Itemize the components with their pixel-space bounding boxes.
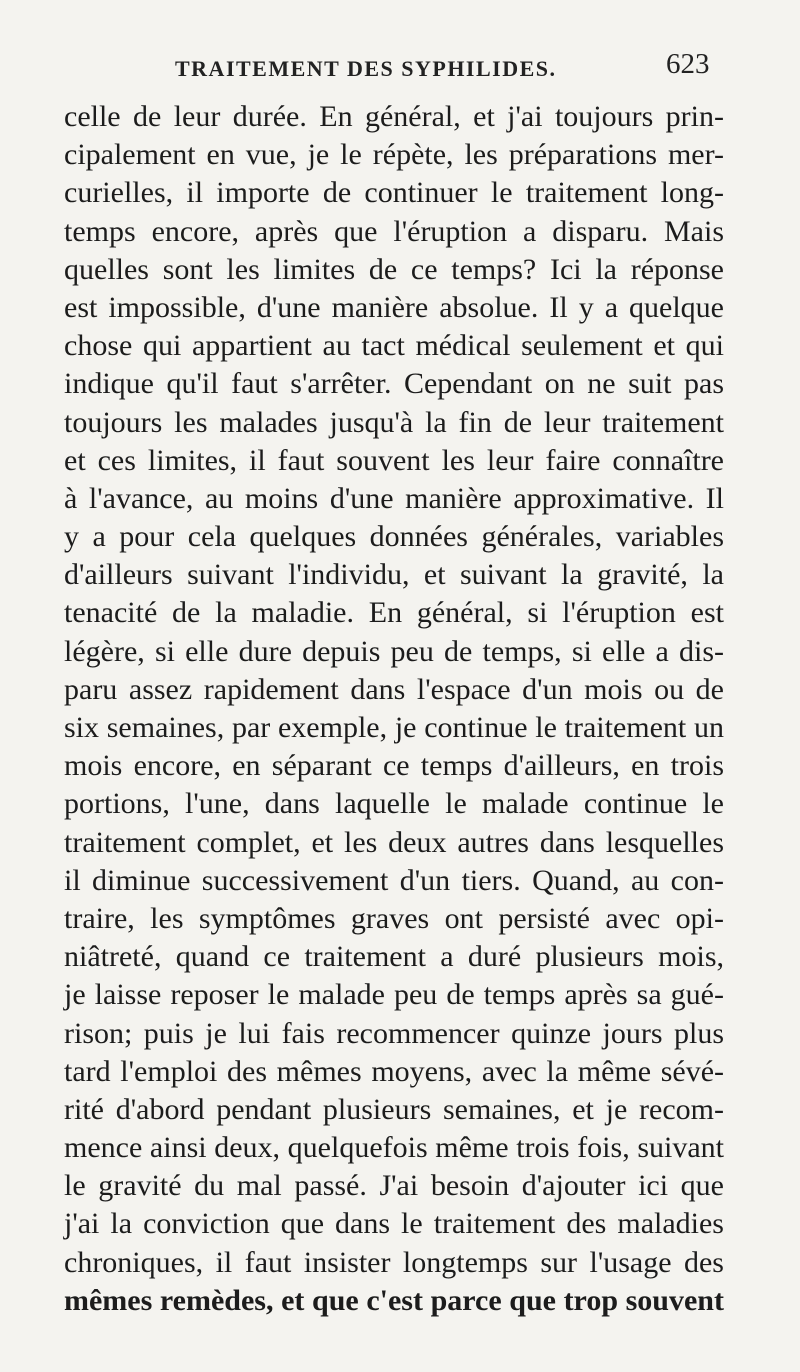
text-line: chose qui appartient au tact médical seulement et qui xyxy=(64,329,724,363)
text-line: mois encore, en séparant ce temps d'ailleurs, en trois xyxy=(64,749,724,783)
text-line: toujours les malades jusqu'à la fin de leur traitement xyxy=(64,405,724,439)
text-line: il diminue successivement d'un tiers. Quand, au con- xyxy=(64,863,724,897)
text-line: indique qu'il faut s'arrêter. Cependant on ne suit pas xyxy=(64,367,724,401)
text-line: niâtreté, quand ce traitement a duré plusieurs mois, xyxy=(64,940,724,974)
body-text xyxy=(64,98,724,1320)
text-line: curielles, il importe de continuer le traitement long- xyxy=(64,176,724,210)
text-line: tard l'emploi des mêmes moyens, avec la même sévé- xyxy=(64,1054,724,1088)
text-line: traire, les symptômes graves ont persisté avec opi- xyxy=(64,901,724,935)
text-line: traitement complet, et les deux autres dans lesquelles xyxy=(64,825,724,859)
text-line: d'ailleurs suivant l'individu, et suivant la gravité, la xyxy=(64,558,724,592)
running-head: TRAITEMENT DES SYPHILIDES. xyxy=(175,56,557,81)
text-line: quelles sont les limites de ce temps? Ici la réponse xyxy=(64,252,724,286)
text-line: mence ainsi deux, quelquefois même trois fois, suivant xyxy=(64,1131,724,1165)
text-line: celle de leur durée. En général, et j'ai toujours prin- xyxy=(64,100,724,133)
text-line: paru assez rapidement dans l'espace d'un mois ou de xyxy=(64,672,724,706)
page-number: 623 xyxy=(666,48,710,80)
text-line: rité d'abord pendant plusieurs semaines, et je recom- xyxy=(64,1092,724,1126)
text-line: je laisse reposer le malade peu de temps après sa gué- xyxy=(64,978,724,1012)
text-line: j'ai la conviction que dans le traitement des maladies xyxy=(64,1207,724,1241)
text-line: rison; puis je lui fais recommencer quinze jours plus xyxy=(64,1016,724,1050)
text-line: six semaines, par exemple, je continue le traitement un xyxy=(64,711,724,744)
text-line: temps encore, après que l'éruption a disparu. Mais xyxy=(64,214,724,248)
text-line: cipalement en vue, je le répète, les préparations mer- xyxy=(64,138,724,172)
text-line: y a pour cela quelques données générales, variables xyxy=(64,520,724,554)
text-line: tenacité de la maladie. En général, si l'éruption est xyxy=(64,596,724,630)
text-line: portions, l'une, dans laquelle le malade continue le xyxy=(64,787,724,821)
text-line: et ces limites, il faut souvent les leur faire connaître xyxy=(64,443,724,477)
text-line: le gravité du mal passé. J'ai besoin d'ajouter ici que xyxy=(64,1169,724,1203)
text-line: mêmes remèdes, et que c'est parce que trop souvent xyxy=(64,1283,724,1317)
text-line: à l'avance, au moins d'une manière approximative. Il xyxy=(64,481,724,515)
text-line: légère, si elle dure depuis peu de temps, si elle a dis- xyxy=(64,634,724,668)
text-line: est impossible, d'une manière absolue. Il y a quelque xyxy=(64,290,724,324)
text-line: chroniques, il faut insister longtemps sur l'usage des xyxy=(64,1245,724,1279)
